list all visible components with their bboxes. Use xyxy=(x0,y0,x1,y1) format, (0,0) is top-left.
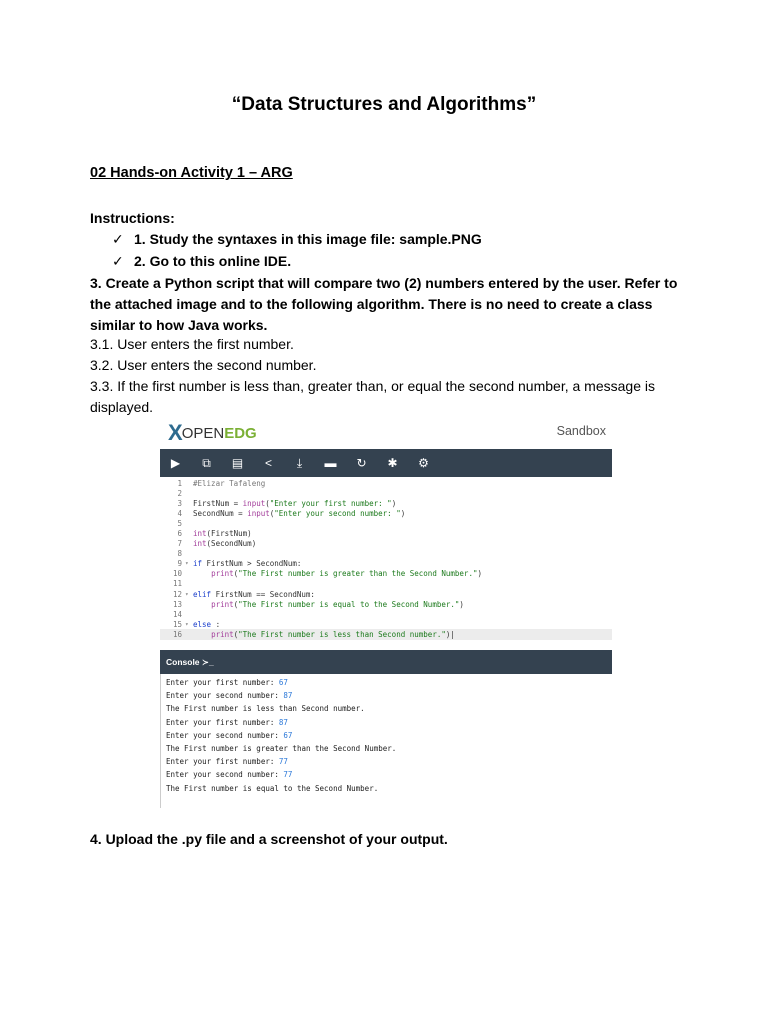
code-text: FirstNum = input("Enter your first number: ") xyxy=(193,498,397,508)
code-text: int(SecondNum) xyxy=(193,539,257,549)
checkmark-icon: ✓ xyxy=(112,253,124,269)
code-line xyxy=(160,518,612,528)
console-line xyxy=(166,744,396,757)
code-text: print("The First number is greater than the Second Number.") xyxy=(211,569,482,579)
line-number: 5 xyxy=(177,518,182,528)
settings-icon[interactable]: ⚙ xyxy=(418,456,429,470)
code-text: else : xyxy=(193,619,221,629)
code-editor[interactable] xyxy=(160,478,612,640)
console-line xyxy=(166,784,396,797)
step-3-3-text: 3.3. If the first number is less than, greater than, or equal the second number, a message is displayed. xyxy=(90,378,655,415)
step-3-1-text: 3.1. User enters the first number. xyxy=(90,336,294,352)
console-line xyxy=(166,718,396,731)
logo-x-mark: X xyxy=(168,420,181,445)
console-line xyxy=(166,704,396,717)
line-number: 15 xyxy=(172,619,182,629)
paste-icon[interactable]: ▤ xyxy=(231,456,244,470)
console-line xyxy=(166,731,396,744)
console-user-input: 67 xyxy=(278,678,288,687)
console-line xyxy=(166,770,396,783)
line-number: 10 xyxy=(172,569,182,579)
code-line xyxy=(160,528,612,538)
line-number: 7 xyxy=(177,539,182,549)
console-user-input: 77 xyxy=(283,770,293,780)
ide-toolbar xyxy=(160,449,612,477)
console-line xyxy=(166,691,396,704)
openedg-logo xyxy=(168,420,257,446)
console-line xyxy=(166,678,396,691)
code-text: SecondNum = input("Enter your second number: ") xyxy=(193,508,406,518)
download-icon[interactable]: ⤓ xyxy=(296,455,303,470)
console-user-input: 77 xyxy=(278,757,288,767)
line-number: 9 xyxy=(177,559,182,569)
line-number: 4 xyxy=(177,508,182,518)
folder-icon[interactable]: ▬ xyxy=(324,456,337,470)
checklist-text: 1. Study the syntaxes in this image file: sample.PNG xyxy=(134,231,482,247)
code-text: if FirstNum > SecondNum: xyxy=(193,559,302,569)
checkmark-icon: ✓ xyxy=(112,231,124,247)
console-border xyxy=(160,674,161,808)
fold-icon[interactable]: ▾ xyxy=(185,560,189,568)
line-number: 11 xyxy=(172,579,182,589)
line-number: 16 xyxy=(172,629,182,639)
console-text: Enter your first number: xyxy=(166,717,279,727)
code-line xyxy=(160,629,612,639)
console-line xyxy=(166,757,396,770)
console-user-input: 87 xyxy=(283,691,293,701)
code-line xyxy=(160,599,612,609)
code-text: print("The First number is equal to the Second Number.") xyxy=(211,599,464,609)
sandbox-label: Sandbox xyxy=(556,424,606,438)
code-line xyxy=(160,539,612,549)
console-text: Enter your first number: xyxy=(166,678,279,687)
fold-icon[interactable]: ▾ xyxy=(185,590,189,598)
code-line xyxy=(160,478,612,488)
activity-subtitle: 02 Hands-on Activity 1 – ARG xyxy=(90,165,293,181)
share-icon[interactable]: < xyxy=(264,456,272,470)
console-user-input: 67 xyxy=(283,730,293,740)
code-line xyxy=(160,508,612,518)
line-number: 8 xyxy=(177,549,182,559)
console-text: The First number is less than Second number. xyxy=(166,704,365,714)
code-line xyxy=(160,549,612,559)
line-number: 1 xyxy=(177,478,182,488)
code-line xyxy=(160,589,612,599)
instructions-label: Instructions: xyxy=(90,210,175,226)
code-line xyxy=(160,579,612,589)
code-text: #Elizar Tafaleng xyxy=(193,478,266,488)
console-text: Enter your second number: xyxy=(166,691,284,701)
console-text: The First number is greater than the Second Number. xyxy=(166,743,397,753)
step-4-text: 4. Upload the .py file and a screenshot of your output. xyxy=(90,831,448,847)
console-text: Enter your second number: xyxy=(166,730,284,740)
document-title: “Data Structures and Algorithms” xyxy=(231,94,537,115)
console-text: The First number is equal to the Second Number. xyxy=(166,783,379,793)
console-output xyxy=(166,678,396,797)
console-user-input: 87 xyxy=(278,717,288,727)
console-text: Enter your first number: xyxy=(166,757,279,767)
checklist-text: 2. Go to this online IDE. xyxy=(134,253,292,269)
code-text: int(FirstNum) xyxy=(193,529,252,539)
fold-icon[interactable]: ▾ xyxy=(185,620,189,628)
code-line xyxy=(160,609,612,619)
checklist-item xyxy=(112,231,482,248)
code-line xyxy=(160,559,612,569)
console-header: Console ≻_ xyxy=(160,650,612,674)
code-line xyxy=(160,488,612,498)
step-3-text: 3. Create a Python script that will compare two (2) numbers entered by the user. Refer to the attached image and to the following algorithm. There is no need to create a class similar to how Java works. xyxy=(90,275,678,333)
refresh-icon[interactable]: ↻ xyxy=(356,456,367,470)
code-text: print("The First number is less than Second number.")| xyxy=(211,629,455,639)
run-icon[interactable]: ▶ xyxy=(170,456,181,470)
line-number: 3 xyxy=(177,498,182,508)
logo-edg-text: EDG xyxy=(224,424,257,442)
line-number: 2 xyxy=(177,488,182,498)
code-line xyxy=(160,569,612,579)
copy-icon[interactable]: ⧉ xyxy=(202,455,211,470)
step-3-2-text: 3.2. User enters the second number. xyxy=(90,357,317,373)
bug-icon[interactable]: ✱ xyxy=(387,456,398,470)
checklist-item xyxy=(112,253,291,270)
ide-screenshot xyxy=(160,418,612,810)
line-number: 14 xyxy=(172,609,182,619)
code-line xyxy=(160,619,612,629)
line-number: 13 xyxy=(172,599,182,609)
code-line xyxy=(160,498,612,508)
line-number: 12 xyxy=(172,589,182,599)
console-text: Enter your second number: xyxy=(166,770,284,780)
line-number: 6 xyxy=(177,529,182,539)
logo-open-text: OPEN xyxy=(181,424,225,442)
code-text: elif FirstNum == SecondNum: xyxy=(193,589,315,599)
